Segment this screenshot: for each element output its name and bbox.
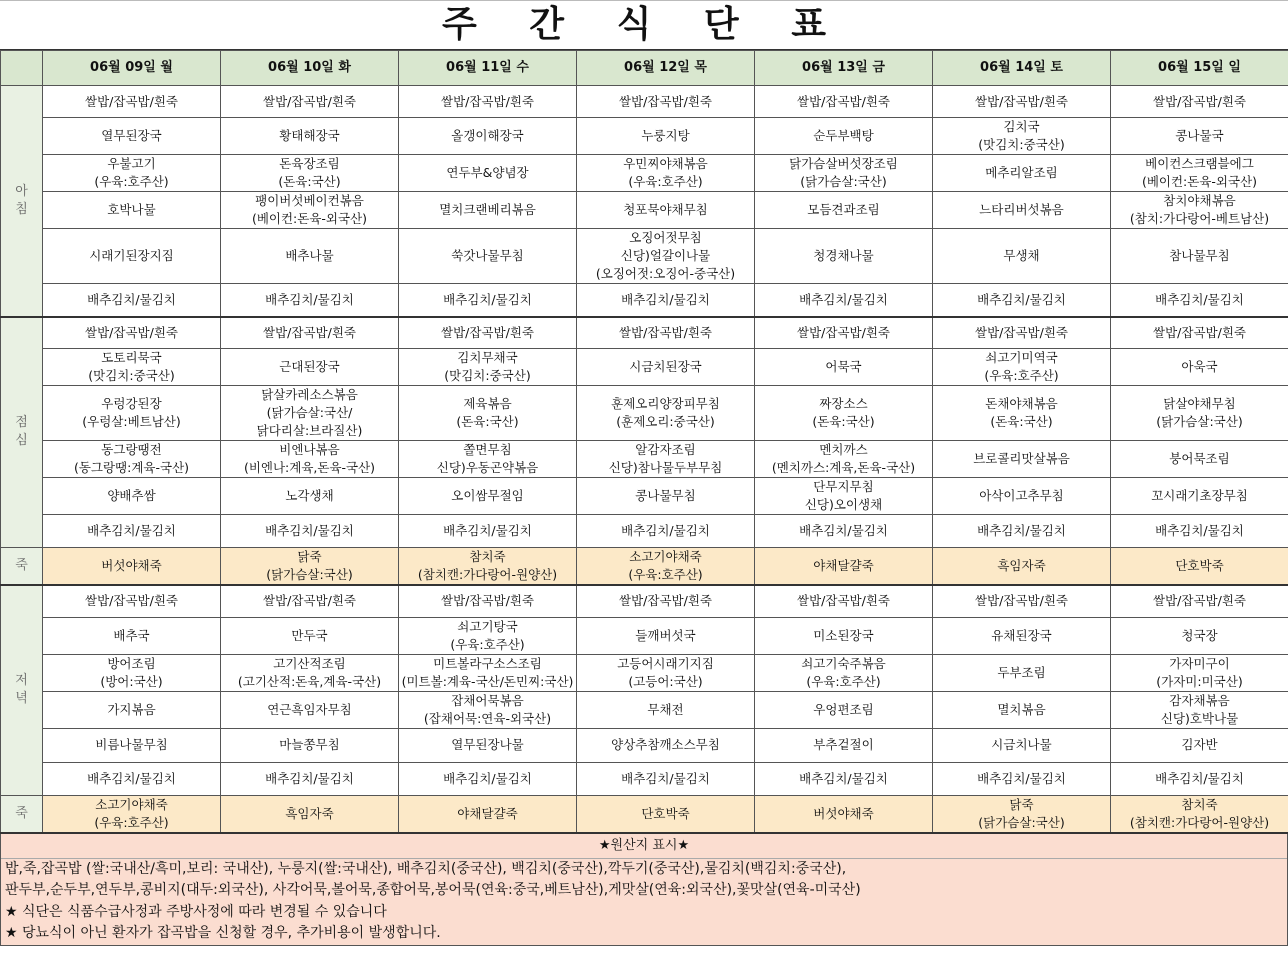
menu-cell: 배추김치/물김치 <box>221 515 399 548</box>
menu-cell: 쌀밥/잡곡밥/흰죽 <box>1111 585 1288 617</box>
menu-cell: 고등어시래기지짐 (고등어:국산) <box>577 654 755 691</box>
menu-cell: 배추국 <box>43 617 221 654</box>
menu-cell: 돈채야채볶음 (돈육:국산) <box>933 386 1111 441</box>
menu-cell: 돈육장조림 (돈육:국산) <box>221 155 399 192</box>
menu-cell: 비름나물무침 <box>43 728 221 762</box>
menu-cell: 오이쌈무절임 <box>399 478 577 515</box>
day-header: 06월 11일 수 <box>399 51 577 86</box>
menu-cell: 쌀밥/잡곡밥/흰죽 <box>43 317 221 349</box>
menu-row <box>1 515 1288 548</box>
menu-cell: 가자미구이 (가자미:미국산) <box>1111 654 1288 691</box>
menu-cell: 배추김치/물김치 <box>577 515 755 548</box>
corner-cell <box>1 51 43 86</box>
menu-cell: 쌀밥/잡곡밥/흰죽 <box>1111 317 1288 349</box>
menu-cell: 배추김치/물김치 <box>43 515 221 548</box>
menu-row <box>1 317 1288 349</box>
menu-cell: 오징어젓무침 신당)얼갈이나물 (오징어젓:오징어-중국산) <box>577 229 755 284</box>
menu-cell: 닭살카레소스볶음 (닭가슴살:국산/ 닭다리살:브라질산) <box>221 386 399 441</box>
notice-line: ★ 식단은 식품수급사정과 주방사정에 따라 변경될 수 있습니다 <box>5 903 387 920</box>
menu-row <box>1 155 1288 192</box>
menu-row <box>1 284 1288 317</box>
day-header: 06월 10일 화 <box>221 51 399 86</box>
menu-cell: 황태해장국 <box>221 118 399 155</box>
menu-cell: 배추김치/물김치 <box>399 762 577 795</box>
menu-cell: 쌀밥/잡곡밥/흰죽 <box>755 585 933 617</box>
menu-row <box>1 386 1288 441</box>
menu-cell: 동그랑땡전 (동그랑땡:계육-국산) <box>43 441 221 478</box>
menu-cell: 배추김치/물김치 <box>933 515 1111 548</box>
menu-cell: 어묵국 <box>755 349 933 386</box>
weekly-menu-table <box>0 50 1288 834</box>
menu-row <box>1 118 1288 155</box>
menu-cell: 베이컨스크램블에그 (베이컨:돈육-외국산) <box>1111 155 1288 192</box>
page-title: 주 간 식 단 표 <box>0 0 1288 50</box>
menu-cell: 모듬견과조림 <box>755 192 933 229</box>
menu-cell: 근대된장국 <box>221 349 399 386</box>
menu-cell: 훈제오리양장피무침 (훈제오리:중국산) <box>577 386 755 441</box>
menu-cell: 쌀밥/잡곡밥/흰죽 <box>399 585 577 617</box>
menu-cell: 누룽지탕 <box>577 118 755 155</box>
menu-cell: 두부조림 <box>933 654 1111 691</box>
menu-cell: 미트볼라구소스조림 (미트볼:계육-국산/돈민찌:국산) <box>399 654 577 691</box>
menu-cell: 쇠고기숙주볶음 (우육:호주산) <box>755 654 933 691</box>
menu-cell: 도토리묵국 (맛김치:중국산) <box>43 349 221 386</box>
menu-cell: 우렁강된장 (우렁살:베트남산) <box>43 386 221 441</box>
menu-row <box>1 728 1288 762</box>
menu-cell: 짜장소스 (돈육:국산) <box>755 386 933 441</box>
juk-row <box>1 548 1288 586</box>
menu-cell: 쌀밥/잡곡밥/흰죽 <box>399 317 577 349</box>
menu-cell: 브로콜리맛살볶음 <box>933 441 1111 478</box>
juk-cell: 흑임자죽 <box>221 795 399 833</box>
menu-cell: 연두부&양념장 <box>399 155 577 192</box>
menu-cell: 마늘쫑무침 <box>221 728 399 762</box>
menu-cell: 배추김치/물김치 <box>43 284 221 317</box>
menu-cell: 쌀밥/잡곡밥/흰죽 <box>933 86 1111 118</box>
menu-cell: 쌀밥/잡곡밥/흰죽 <box>755 86 933 118</box>
menu-cell: 멸치크랜베리볶음 <box>399 192 577 229</box>
menu-cell: 배추김치/물김치 <box>755 762 933 795</box>
menu-cell: 부추겉절이 <box>755 728 933 762</box>
menu-cell: 아욱국 <box>1111 349 1288 386</box>
menu-cell: 호박나물 <box>43 192 221 229</box>
menu-cell: 쌀밥/잡곡밥/흰죽 <box>577 585 755 617</box>
notice-line: ★ 당뇨식이 아닌 환자가 잡곡밥을 신청할 경우, 추가비용이 발생합니다. <box>5 925 441 941</box>
menu-cell: 청경채나물 <box>755 229 933 284</box>
menu-cell: 콩나물국 <box>1111 118 1288 155</box>
menu-cell: 배추김치/물김치 <box>1111 515 1288 548</box>
menu-cell: 쌀밥/잡곡밥/흰죽 <box>221 585 399 617</box>
juk-cell: 닭죽 (닭가슴살:국산) <box>221 548 399 586</box>
menu-cell: 배추김치/물김치 <box>1111 762 1288 795</box>
menu-cell: 쌀밥/잡곡밥/흰죽 <box>577 86 755 118</box>
juk-cell: 단호박죽 <box>577 795 755 833</box>
menu-cell: 쌀밥/잡곡밥/흰죽 <box>933 317 1111 349</box>
menu-cell: 쫄면무침 신당)우동곤약볶음 <box>399 441 577 478</box>
menu-cell: 유채된장국 <box>933 617 1111 654</box>
menu-cell: 쌀밥/잡곡밥/흰죽 <box>43 86 221 118</box>
meal-label: 저 녁 <box>1 585 43 795</box>
juk-label: 죽 <box>1 795 43 833</box>
menu-cell: 올갱이해장국 <box>399 118 577 155</box>
menu-cell: 배추김치/물김치 <box>221 284 399 317</box>
menu-row <box>1 349 1288 386</box>
menu-cell: 멸치볶음 <box>933 691 1111 728</box>
menu-cell: 양상추참깨소스무침 <box>577 728 755 762</box>
menu-row <box>1 192 1288 229</box>
juk-cell: 버섯야채죽 <box>43 548 221 586</box>
menu-cell: 감자채볶음 신당)호박나물 <box>1111 691 1288 728</box>
juk-cell: 닭죽 (닭가슴살:국산) <box>933 795 1111 833</box>
menu-row <box>1 478 1288 515</box>
juk-row <box>1 795 1288 833</box>
menu-cell: 닭가슴살버섯장조림 (닭가슴살:국산) <box>755 155 933 192</box>
juk-cell: 소고기야채죽 (우육:호주산) <box>577 548 755 586</box>
menu-cell: 콩나물무침 <box>577 478 755 515</box>
menu-row <box>1 229 1288 284</box>
menu-cell: 참치야채볶음 (참치:가다랑어-베트남산) <box>1111 192 1288 229</box>
menu-cell: 쌀밥/잡곡밥/흰죽 <box>755 317 933 349</box>
origin-notice-heading: ★원산지 표시★ <box>1 834 1287 859</box>
juk-cell: 흑임자죽 <box>933 548 1111 586</box>
menu-cell: 미소된장국 <box>755 617 933 654</box>
menu-cell: 쌀밥/잡곡밥/흰죽 <box>933 585 1111 617</box>
menu-cell: 양배추쌈 <box>43 478 221 515</box>
menu-cell: 연근흑임자무침 <box>221 691 399 728</box>
menu-cell: 배추나물 <box>221 229 399 284</box>
day-header: 06월 15일 일 <box>1111 51 1288 86</box>
menu-cell: 가지볶음 <box>43 691 221 728</box>
menu-cell: 배추김치/물김치 <box>577 762 755 795</box>
day-header: 06월 14일 토 <box>933 51 1111 86</box>
menu-cell: 꼬시래기초장무침 <box>1111 478 1288 515</box>
menu-cell: 쌀밥/잡곡밥/흰죽 <box>399 86 577 118</box>
menu-cell: 팽이버섯베이컨볶음 (베이컨:돈육-외국산) <box>221 192 399 229</box>
menu-cell: 붕어묵조림 <box>1111 441 1288 478</box>
menu-cell: 고기산적조림 (고기산적:돈육,계육-국산) <box>221 654 399 691</box>
menu-cell: 쑥갓나물무침 <box>399 229 577 284</box>
menu-cell: 열무된장국 <box>43 118 221 155</box>
menu-row <box>1 654 1288 691</box>
day-header: 06월 09일 월 <box>43 51 221 86</box>
menu-cell: 멘치까스 (멘치까스:계육,돈육-국산) <box>755 441 933 478</box>
menu-cell: 시금치된장국 <box>577 349 755 386</box>
menu-cell: 순두부백탕 <box>755 118 933 155</box>
menu-cell: 쌀밥/잡곡밥/흰죽 <box>577 317 755 349</box>
notice-line: 밥,죽,잡곡밥 (쌀:국내산/흑미,보리: 국내산), 누룽지(쌀:국내산), 배추김치(중국산), 백김치(중국산),깍두기(중국산),물김치(백김치:중국산), <box>5 860 847 877</box>
menu-cell: 우엉편조림 <box>755 691 933 728</box>
juk-cell: 단호박죽 <box>1111 548 1288 586</box>
menu-cell: 시래기된장지짐 <box>43 229 221 284</box>
origin-notice <box>0 834 1288 946</box>
meal-label: 점 심 <box>1 317 43 548</box>
menu-cell: 청포묵야채무침 <box>577 192 755 229</box>
day-header: 06월 13일 금 <box>755 51 933 86</box>
menu-cell: 김치무채국 (맛김치:중국산) <box>399 349 577 386</box>
menu-row <box>1 617 1288 654</box>
menu-row <box>1 86 1288 118</box>
menu-cell: 무생채 <box>933 229 1111 284</box>
menu-cell: 배추김치/물김치 <box>933 762 1111 795</box>
menu-cell: 청국장 <box>1111 617 1288 654</box>
menu-cell: 아삭이고추무침 <box>933 478 1111 515</box>
juk-cell: 참치죽 (참치캔:가다랑어-원양산) <box>1111 795 1288 833</box>
juk-cell: 버섯야채죽 <box>755 795 933 833</box>
juk-cell: 야채달걀죽 <box>755 548 933 586</box>
menu-cell: 느타리버섯볶음 <box>933 192 1111 229</box>
menu-cell: 우민찌야채볶음 (우육:호주산) <box>577 155 755 192</box>
menu-cell: 참나물무침 <box>1111 229 1288 284</box>
menu-cell: 닭살야채무침 (닭가슴살:국산) <box>1111 386 1288 441</box>
menu-cell: 노각생채 <box>221 478 399 515</box>
juk-cell: 참치죽 (참치캔:가다랑어-원양산) <box>399 548 577 586</box>
menu-cell: 단무지무침 신당)오이생채 <box>755 478 933 515</box>
menu-cell: 쌀밥/잡곡밥/흰죽 <box>221 317 399 349</box>
menu-cell: 배추김치/물김치 <box>577 284 755 317</box>
menu-row <box>1 691 1288 728</box>
menu-cell: 배추김치/물김치 <box>221 762 399 795</box>
juk-label: 죽 <box>1 548 43 586</box>
menu-cell: 배추김치/물김치 <box>399 515 577 548</box>
menu-cell: 잡채어묵볶음 (잡채어묵:연육-외국산) <box>399 691 577 728</box>
menu-cell: 배추김치/물김치 <box>43 762 221 795</box>
menu-cell: 열무된장나물 <box>399 728 577 762</box>
menu-cell: 알감자조림 신당)참나물두부무침 <box>577 441 755 478</box>
menu-cell: 우불고기 (우육:호주산) <box>43 155 221 192</box>
menu-cell: 김자반 <box>1111 728 1288 762</box>
menu-cell: 쇠고기미역국 (우육:호주산) <box>933 349 1111 386</box>
menu-cell: 비엔나볶음 (비엔나:계육,돈육-국산) <box>221 441 399 478</box>
day-header: 06월 12일 목 <box>577 51 755 86</box>
menu-cell: 배추김치/물김치 <box>755 284 933 317</box>
menu-cell: 쌀밥/잡곡밥/흰죽 <box>1111 86 1288 118</box>
menu-cell: 쌀밥/잡곡밥/흰죽 <box>221 86 399 118</box>
juk-cell: 야채달걀죽 <box>399 795 577 833</box>
day-header-row <box>1 51 1288 86</box>
menu-cell: 김치국 (맛김치:중국산) <box>933 118 1111 155</box>
menu-cell: 들깨버섯국 <box>577 617 755 654</box>
notice-line: 판두부,순두부,연두부,콩비지(대두:외국산), 사각어묵,볼어묵,종합어묵,봉어묵(연육:중국,베트남산),게맛살(연육:외국산),꽃맛살(연육-미국산) <box>5 882 861 898</box>
menu-cell: 쇠고기탕국 (우육:호주산) <box>399 617 577 654</box>
menu-cell: 배추김치/물김치 <box>933 284 1111 317</box>
menu-cell: 제육볶음 (돈육:국산) <box>399 386 577 441</box>
menu-cell: 배추김치/물김치 <box>1111 284 1288 317</box>
menu-cell: 배추김치/물김치 <box>399 284 577 317</box>
menu-cell: 무채전 <box>577 691 755 728</box>
meal-label: 아 침 <box>1 86 43 317</box>
menu-row <box>1 441 1288 478</box>
menu-row <box>1 585 1288 617</box>
menu-cell: 메추리알조림 <box>933 155 1111 192</box>
menu-cell: 만두국 <box>221 617 399 654</box>
menu-cell: 쌀밥/잡곡밥/흰죽 <box>43 585 221 617</box>
menu-cell: 배추김치/물김치 <box>755 515 933 548</box>
menu-row <box>1 762 1288 795</box>
menu-cell: 시금치나물 <box>933 728 1111 762</box>
juk-cell: 소고기야채죽 (우육:호주산) <box>43 795 221 833</box>
menu-cell: 방어조림 (방어:국산) <box>43 654 221 691</box>
